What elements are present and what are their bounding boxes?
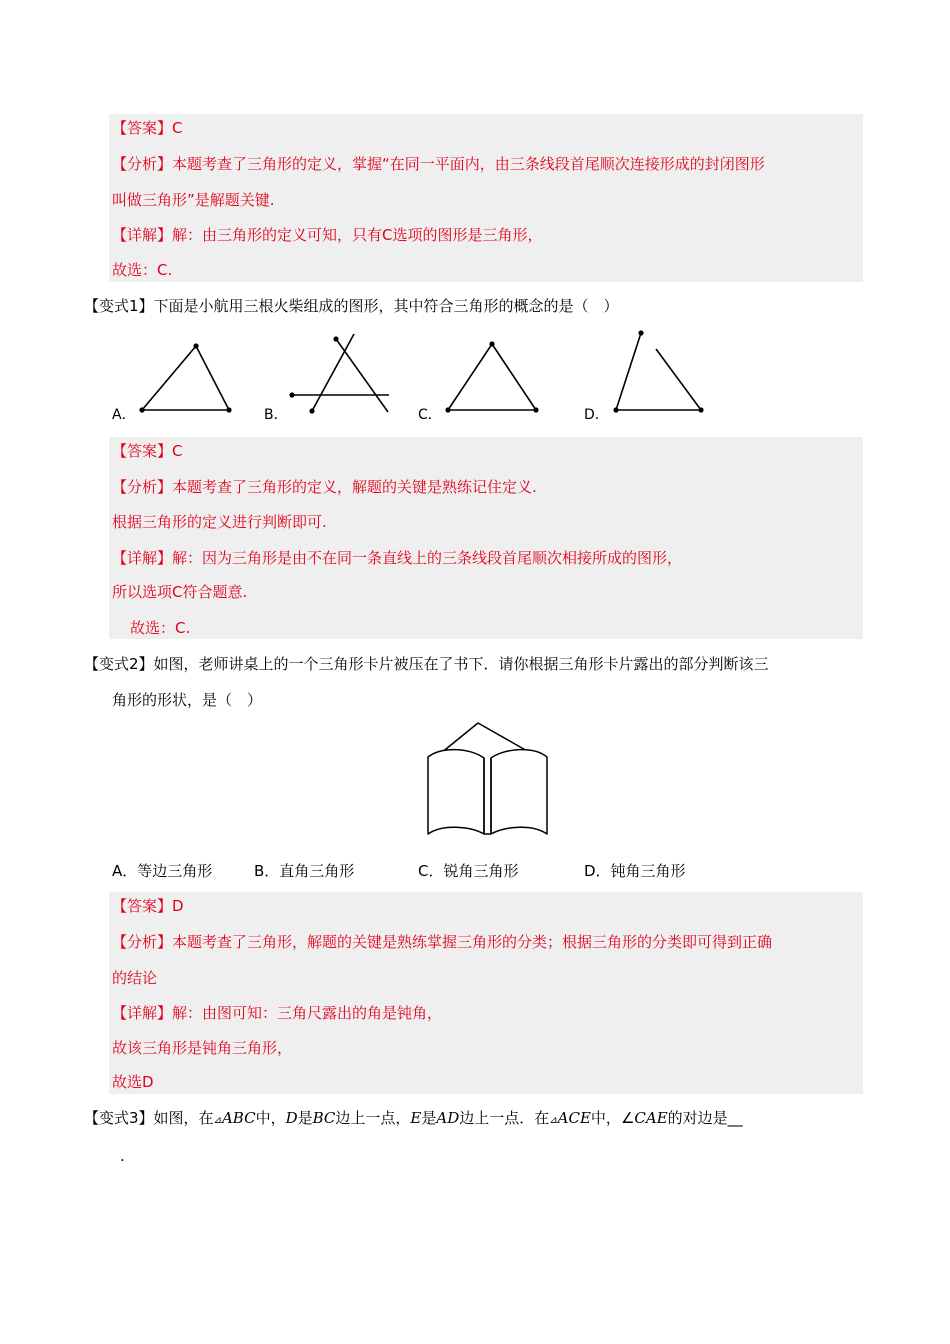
variant-2-option-a: A．等边三角形: [112, 862, 213, 880]
method-2: 根据三角形的定义进行判断即可.: [112, 513, 327, 531]
text-segment: 的对边是: [667, 1109, 728, 1127]
variant-2-question-line-1: 【变式2】如图，老师讲桌上的一个三角形卡片被压在了书下．请你根据三角形卡片露出的部分判断该三: [84, 655, 769, 673]
point-e: E: [410, 1109, 422, 1127]
triangle-ace: ACE: [557, 1109, 591, 1127]
variant-3-question: [84, 1108, 743, 1131]
so-2: 所以选项C符合题意.: [112, 583, 248, 601]
conclusion-3: 故选D: [112, 1073, 154, 1091]
text-segment: 中，: [590, 1109, 621, 1127]
analysis-3-line-2: 的结论: [112, 969, 158, 987]
point-d: D: [285, 1109, 298, 1127]
text-segment: 是: [297, 1109, 313, 1127]
so-3: 故该三角形是钝角三角形，: [112, 1039, 293, 1057]
variant-3-prefix: 【变式3】如图，在: [84, 1109, 214, 1127]
segment-bc: BC: [312, 1109, 336, 1127]
analysis-1-line-2: 叫做三角形”是解题关键.: [112, 191, 275, 209]
segment-ad: AD: [436, 1109, 460, 1127]
option-a-label: A．: [112, 407, 136, 423]
option-b-label: B．: [264, 407, 288, 423]
text-segment: 是: [421, 1109, 437, 1127]
analysis-3-line-1: 【分析】本题考查了三角形，解题的关键是熟练掌握三角形的分类；根据三角形的分类即可得到正确: [112, 933, 773, 951]
answer-2: 【答案】C: [112, 442, 183, 460]
text-segment: 边上一点．在: [459, 1109, 550, 1127]
triangle-symbol: ⊿: [213, 1115, 222, 1126]
answer-block-3: [109, 892, 863, 1094]
conclusion-2: 故选：C.: [130, 619, 191, 637]
detail-1: 【详解】解：由三角形的定义可知，只有C选项的图形是三角形，: [112, 226, 543, 244]
detail-3: 【详解】解：由图可知：三角尺露出的角是钝角，: [112, 1004, 443, 1022]
answer-blank: __: [727, 1109, 743, 1127]
variant-2-option-c: C．锐角三角形: [418, 862, 519, 880]
analysis-2: 【分析】本题考查了三角形的定义，解题的关键是熟练记住定义.: [112, 478, 537, 496]
variant-1-question: 【变式1】下面是小航用三根火柴组成的图形，其中符合三角形的概念的是（ ）: [84, 297, 619, 315]
text-segment: 边上一点，: [335, 1109, 411, 1127]
variant-2-option-b: B．直角三角形: [254, 862, 355, 880]
option-c-label: C．: [418, 407, 442, 423]
angle-cae: CAE: [634, 1109, 668, 1127]
triangle-abc: ABC: [221, 1109, 256, 1127]
answer-3: 【答案】D: [112, 897, 184, 915]
detail-2: 【详解】解：因为三角形是由不在同一条直线上的三条线段首尾顺次相接所成的图形，: [112, 549, 683, 567]
triangle-symbol: ⊿: [549, 1115, 558, 1126]
angle-symbol: ∠: [620, 1109, 635, 1127]
text-segment: 中，: [255, 1109, 286, 1127]
variant-2-question-line-2: 角形的形状，是（ ）: [112, 691, 263, 709]
option-d-label: D．: [584, 407, 609, 423]
analysis-1-line-1: 【分析】本题考查了三角形的定义，掌握“在同一平面内，由三条线段首尾顺次连接形成的封闭图形: [112, 155, 765, 173]
variant-3-end-dot: .: [120, 1147, 125, 1165]
variant-2-option-d: D．钝角三角形: [584, 862, 686, 880]
conclusion-1: 故选：C.: [112, 261, 173, 279]
answer-1: 【答案】C: [112, 119, 183, 137]
